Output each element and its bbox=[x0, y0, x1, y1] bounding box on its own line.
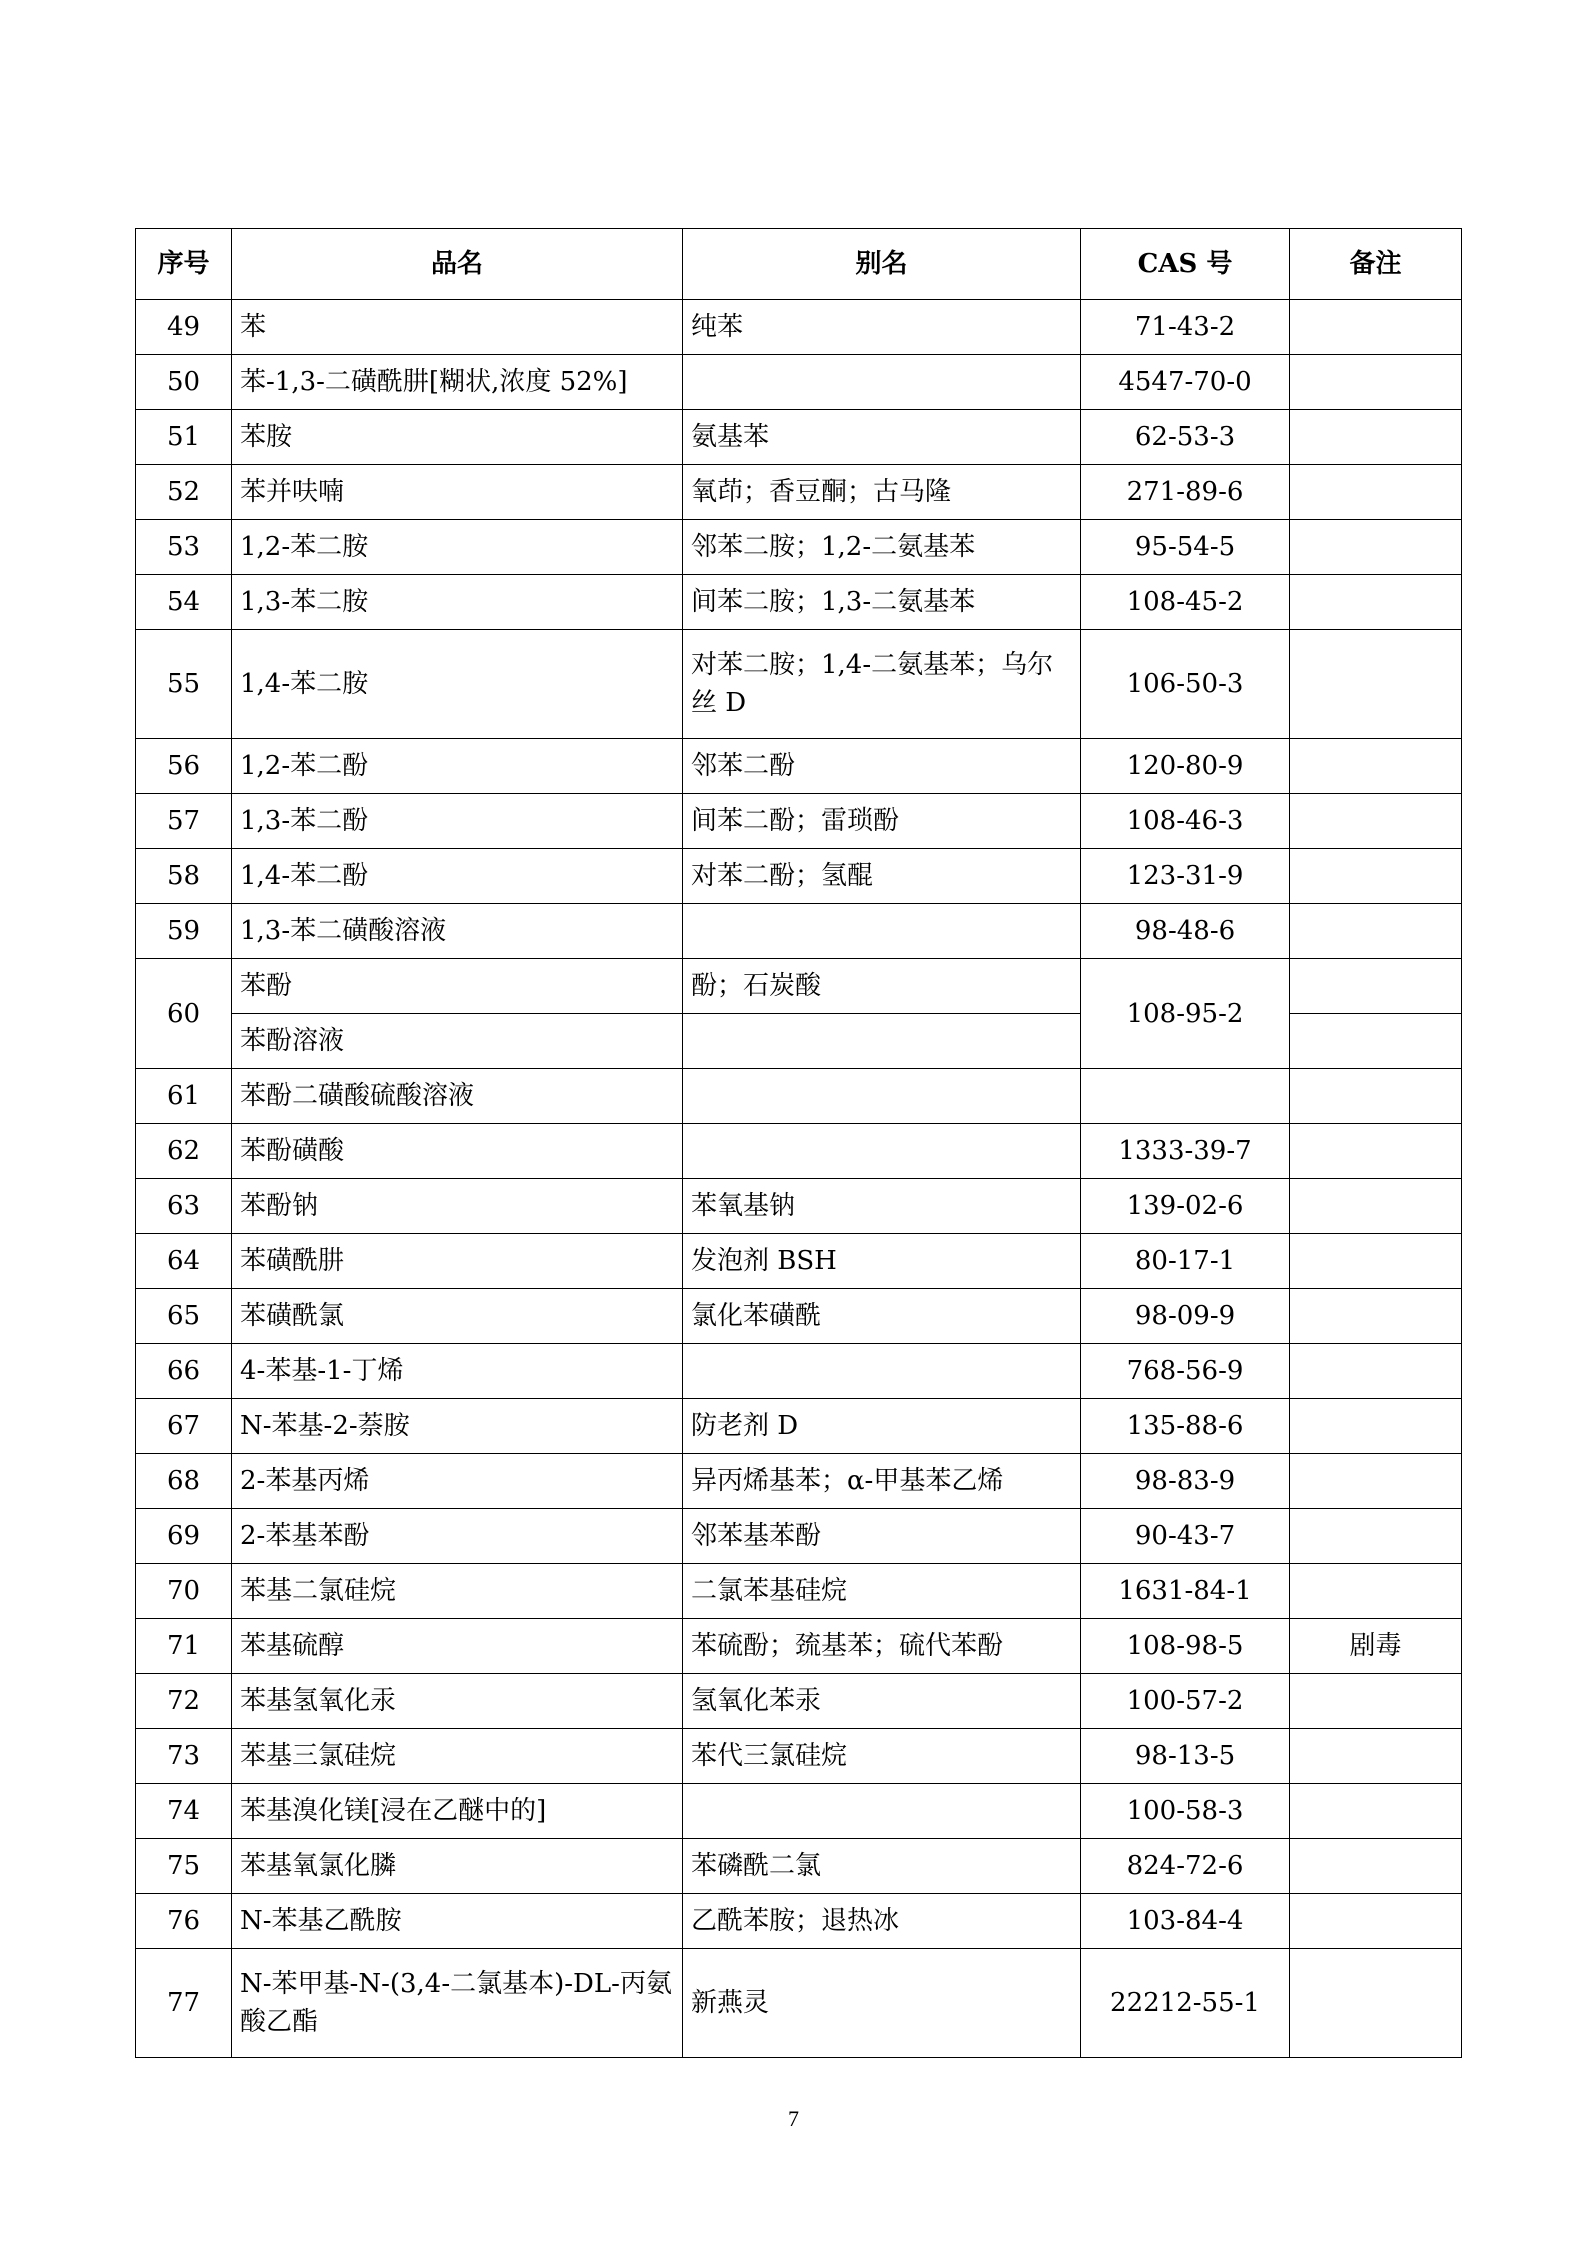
cell-product-name: 苯基溴化镁[浸在乙醚中的] bbox=[232, 1784, 683, 1839]
cell-remarks bbox=[1290, 300, 1462, 355]
cell-remarks bbox=[1290, 739, 1462, 794]
cell-remarks bbox=[1290, 1454, 1462, 1509]
cell-alias: 氧茚；香豆酮；古马隆 bbox=[683, 465, 1081, 520]
cell-serial-number: 62 bbox=[136, 1124, 232, 1179]
cell-alias bbox=[683, 1014, 1081, 1069]
table-row bbox=[136, 1674, 1462, 1729]
cell-serial-number: 76 bbox=[136, 1894, 232, 1949]
cell-product-name: 2-苯基苯酚 bbox=[232, 1509, 683, 1564]
cell-product-name: 苯-1,3-二磺酰肼[糊状,浓度 52%] bbox=[232, 355, 683, 410]
cell-serial-number: 50 bbox=[136, 355, 232, 410]
cell-serial-number: 70 bbox=[136, 1564, 232, 1619]
cell-product-name: 苯磺酰氯 bbox=[232, 1289, 683, 1344]
cell-alias: 乙酰苯胺；退热冰 bbox=[683, 1894, 1081, 1949]
cell-remarks bbox=[1290, 1399, 1462, 1454]
cell-alias: 苯磷酰二氯 bbox=[683, 1839, 1081, 1894]
cell-cas-number: 1333-39-7 bbox=[1081, 1124, 1290, 1179]
cell-alias: 异丙烯基苯；α-甲基苯乙烯 bbox=[683, 1454, 1081, 1509]
cell-product-name: 苯胺 bbox=[232, 410, 683, 465]
cell-product-name: 1,2-苯二酚 bbox=[232, 739, 683, 794]
cell-product-name: 4-苯基-1-丁烯 bbox=[232, 1344, 683, 1399]
cell-product-name: 1,4-苯二胺 bbox=[232, 630, 683, 739]
cell-alias: 邻苯二胺；1,2-二氨基苯 bbox=[683, 520, 1081, 575]
cell-alias: 间苯二胺；1,3-二氨基苯 bbox=[683, 575, 1081, 630]
cell-serial-number: 53 bbox=[136, 520, 232, 575]
cell-remarks bbox=[1290, 575, 1462, 630]
cell-alias: 邻苯基苯酚 bbox=[683, 1509, 1081, 1564]
cell-remarks bbox=[1290, 849, 1462, 904]
table-row bbox=[136, 410, 1462, 465]
header-alias: 别名 bbox=[683, 229, 1081, 300]
header-remarks: 备注 bbox=[1290, 229, 1462, 300]
cell-product-name: 1,3-苯二胺 bbox=[232, 575, 683, 630]
cell-product-name: 苯基硫醇 bbox=[232, 1619, 683, 1674]
table-row bbox=[136, 1289, 1462, 1344]
cell-cas-number: 271-89-6 bbox=[1081, 465, 1290, 520]
cell-product-name: N-苯基乙酰胺 bbox=[232, 1894, 683, 1949]
table-row bbox=[136, 1069, 1462, 1124]
table-row bbox=[136, 849, 1462, 904]
cell-alias: 酚；石炭酸 bbox=[683, 959, 1081, 1014]
cell-remarks bbox=[1290, 1894, 1462, 1949]
cell-product-name: 苯酚溶液 bbox=[232, 1014, 683, 1069]
cell-product-name: N-苯甲基-N-(3,4-二氯基本)-DL-丙氨酸乙酯 bbox=[232, 1949, 683, 2058]
cell-cas-number bbox=[1081, 1069, 1290, 1124]
cell-serial-number: 51 bbox=[136, 410, 232, 465]
cell-remarks bbox=[1290, 520, 1462, 575]
cell-remarks bbox=[1290, 959, 1462, 1014]
cell-alias bbox=[683, 1344, 1081, 1399]
cell-serial-number: 61 bbox=[136, 1069, 232, 1124]
cell-cas-number: 98-83-9 bbox=[1081, 1454, 1290, 1509]
cell-remarks bbox=[1290, 1234, 1462, 1289]
cell-remarks bbox=[1290, 1289, 1462, 1344]
cell-alias bbox=[683, 1124, 1081, 1179]
cell-alias: 防老剂 D bbox=[683, 1399, 1081, 1454]
cell-remarks bbox=[1290, 1344, 1462, 1399]
table-row bbox=[136, 1949, 1462, 2058]
cell-remarks bbox=[1290, 1674, 1462, 1729]
cell-alias: 邻苯二酚 bbox=[683, 739, 1081, 794]
cell-alias bbox=[683, 1069, 1081, 1124]
cell-cas-number: 824-72-6 bbox=[1081, 1839, 1290, 1894]
cell-cas-number: 123-31-9 bbox=[1081, 849, 1290, 904]
cell-serial-number: 77 bbox=[136, 1949, 232, 2058]
cell-cas-number: 95-54-5 bbox=[1081, 520, 1290, 575]
table-row bbox=[136, 1454, 1462, 1509]
cell-serial-number: 72 bbox=[136, 1674, 232, 1729]
cell-cas-number: 108-45-2 bbox=[1081, 575, 1290, 630]
cell-cas-number: 106-50-3 bbox=[1081, 630, 1290, 739]
page-number: 7 bbox=[788, 2106, 799, 2131]
cell-alias: 二氯苯基硅烷 bbox=[683, 1564, 1081, 1619]
table-row bbox=[136, 1344, 1462, 1399]
cell-serial-number: 49 bbox=[136, 300, 232, 355]
cell-serial-number: 54 bbox=[136, 575, 232, 630]
table-row bbox=[136, 1564, 1462, 1619]
cell-product-name: 2-苯基丙烯 bbox=[232, 1454, 683, 1509]
cell-serial-number: 67 bbox=[136, 1399, 232, 1454]
cell-alias bbox=[683, 904, 1081, 959]
cell-remarks bbox=[1290, 1069, 1462, 1124]
table-row bbox=[136, 520, 1462, 575]
cell-cas-number: 90-43-7 bbox=[1081, 1509, 1290, 1564]
table-header-row bbox=[136, 229, 1462, 300]
cell-alias: 对苯二胺；1,4-二氨基苯；乌尔丝 D bbox=[683, 630, 1081, 739]
cell-cas-number: 120-80-9 bbox=[1081, 739, 1290, 794]
table-row bbox=[136, 355, 1462, 410]
cell-cas-number: 768-56-9 bbox=[1081, 1344, 1290, 1399]
table-row bbox=[136, 1399, 1462, 1454]
cell-alias bbox=[683, 1784, 1081, 1839]
cell-serial-number: 69 bbox=[136, 1509, 232, 1564]
cell-remarks bbox=[1290, 1729, 1462, 1784]
table-row bbox=[136, 575, 1462, 630]
cell-product-name: 苯基二氯硅烷 bbox=[232, 1564, 683, 1619]
table-row bbox=[136, 1509, 1462, 1564]
cell-serial-number: 73 bbox=[136, 1729, 232, 1784]
cell-serial-number: 74 bbox=[136, 1784, 232, 1839]
cell-product-name: 苯 bbox=[232, 300, 683, 355]
cell-product-name: 苯基氢氧化汞 bbox=[232, 1674, 683, 1729]
cell-product-name: 苯酚 bbox=[232, 959, 683, 1014]
header-product-name: 品名 bbox=[232, 229, 683, 300]
cell-remarks bbox=[1290, 1564, 1462, 1619]
hazardous-chemicals-table bbox=[135, 228, 1462, 2058]
cell-cas-number: 100-57-2 bbox=[1081, 1674, 1290, 1729]
cell-cas-number: 108-46-3 bbox=[1081, 794, 1290, 849]
cell-product-name: 1,3-苯二酚 bbox=[232, 794, 683, 849]
cell-serial-number: 65 bbox=[136, 1289, 232, 1344]
cell-serial-number: 63 bbox=[136, 1179, 232, 1234]
cell-alias bbox=[683, 355, 1081, 410]
cell-alias: 间苯二酚；雷琐酚 bbox=[683, 794, 1081, 849]
cell-alias: 氯化苯磺酰 bbox=[683, 1289, 1081, 1344]
cell-cas-number: 62-53-3 bbox=[1081, 410, 1290, 465]
cell-cas-number: 98-09-9 bbox=[1081, 1289, 1290, 1344]
cell-alias: 氢氧化苯汞 bbox=[683, 1674, 1081, 1729]
table-row bbox=[136, 1179, 1462, 1234]
cell-remarks bbox=[1290, 410, 1462, 465]
cell-cas-number: 4547-70-0 bbox=[1081, 355, 1290, 410]
cell-serial-number: 68 bbox=[136, 1454, 232, 1509]
cell-cas-number: 135-88-6 bbox=[1081, 1399, 1290, 1454]
cell-serial-number: 71 bbox=[136, 1619, 232, 1674]
cell-serial-number: 52 bbox=[136, 465, 232, 520]
cell-alias: 纯苯 bbox=[683, 300, 1081, 355]
cell-remarks bbox=[1290, 630, 1462, 739]
cell-alias: 苯硫酚；巯基苯；硫代苯酚 bbox=[683, 1619, 1081, 1674]
header-cas-number: CAS 号 bbox=[1081, 229, 1290, 300]
cell-product-name: 苯基氧氯化膦 bbox=[232, 1839, 683, 1894]
table-row bbox=[136, 300, 1462, 355]
table-row bbox=[136, 739, 1462, 794]
cell-product-name: N-苯基-2-萘胺 bbox=[232, 1399, 683, 1454]
cell-cas-number: 139-02-6 bbox=[1081, 1179, 1290, 1234]
cell-remarks bbox=[1290, 1784, 1462, 1839]
cell-serial-number: 60 bbox=[136, 959, 232, 1069]
cell-remarks bbox=[1290, 794, 1462, 849]
cell-cas-number: 98-48-6 bbox=[1081, 904, 1290, 959]
cell-cas-number: 71-43-2 bbox=[1081, 300, 1290, 355]
cell-cas-number: 100-58-3 bbox=[1081, 1784, 1290, 1839]
cell-remarks bbox=[1290, 1179, 1462, 1234]
table-row bbox=[136, 904, 1462, 959]
cell-cas-number: 108-95-2 bbox=[1081, 959, 1290, 1069]
cell-serial-number: 56 bbox=[136, 739, 232, 794]
cell-cas-number: 22212-55-1 bbox=[1081, 1949, 1290, 2058]
table-row bbox=[136, 1234, 1462, 1289]
cell-product-name: 1,2-苯二胺 bbox=[232, 520, 683, 575]
cell-cas-number: 80-17-1 bbox=[1081, 1234, 1290, 1289]
cell-remarks bbox=[1290, 904, 1462, 959]
table-row bbox=[136, 1619, 1462, 1674]
cell-alias: 新燕灵 bbox=[683, 1949, 1081, 2058]
cell-cas-number: 108-98-5 bbox=[1081, 1619, 1290, 1674]
cell-product-name: 苯酚二磺酸硫酸溶液 bbox=[232, 1069, 683, 1124]
table-row bbox=[136, 959, 1462, 1014]
cell-serial-number: 57 bbox=[136, 794, 232, 849]
cell-remarks bbox=[1290, 1839, 1462, 1894]
cell-product-name: 苯基三氯硅烷 bbox=[232, 1729, 683, 1784]
cell-product-name: 苯酚钠 bbox=[232, 1179, 683, 1234]
cell-serial-number: 55 bbox=[136, 630, 232, 739]
cell-remarks bbox=[1290, 355, 1462, 410]
cell-alias: 氨基苯 bbox=[683, 410, 1081, 465]
cell-alias: 苯氧基钠 bbox=[683, 1179, 1081, 1234]
cell-remarks bbox=[1290, 1949, 1462, 2058]
header-serial-number: 序号 bbox=[136, 229, 232, 300]
cell-product-name: 苯酚磺酸 bbox=[232, 1124, 683, 1179]
cell-product-name: 1,4-苯二酚 bbox=[232, 849, 683, 904]
table-row bbox=[136, 1729, 1462, 1784]
cell-serial-number: 59 bbox=[136, 904, 232, 959]
table-row bbox=[136, 1839, 1462, 1894]
cell-serial-number: 75 bbox=[136, 1839, 232, 1894]
table-row bbox=[136, 630, 1462, 739]
cell-serial-number: 58 bbox=[136, 849, 232, 904]
cell-remarks: 剧毒 bbox=[1290, 1619, 1462, 1674]
cell-alias: 对苯二酚；氢醌 bbox=[683, 849, 1081, 904]
cell-alias: 发泡剂 BSH bbox=[683, 1234, 1081, 1289]
cell-alias: 苯代三氯硅烷 bbox=[683, 1729, 1081, 1784]
table-row bbox=[136, 794, 1462, 849]
cell-remarks bbox=[1290, 465, 1462, 520]
cell-product-name: 苯磺酰肼 bbox=[232, 1234, 683, 1289]
cell-cas-number: 1631-84-1 bbox=[1081, 1564, 1290, 1619]
cell-remarks bbox=[1290, 1014, 1462, 1069]
cell-product-name: 苯并呋喃 bbox=[232, 465, 683, 520]
cell-serial-number: 64 bbox=[136, 1234, 232, 1289]
cell-cas-number: 103-84-4 bbox=[1081, 1894, 1290, 1949]
cell-remarks bbox=[1290, 1509, 1462, 1564]
table-row bbox=[136, 1124, 1462, 1179]
cell-product-name: 1,3-苯二磺酸溶液 bbox=[232, 904, 683, 959]
table-row bbox=[136, 465, 1462, 520]
cell-serial-number: 66 bbox=[136, 1344, 232, 1399]
cell-cas-number: 98-13-5 bbox=[1081, 1729, 1290, 1784]
cell-remarks bbox=[1290, 1124, 1462, 1179]
table-row bbox=[136, 1784, 1462, 1839]
table-row bbox=[136, 1894, 1462, 1949]
